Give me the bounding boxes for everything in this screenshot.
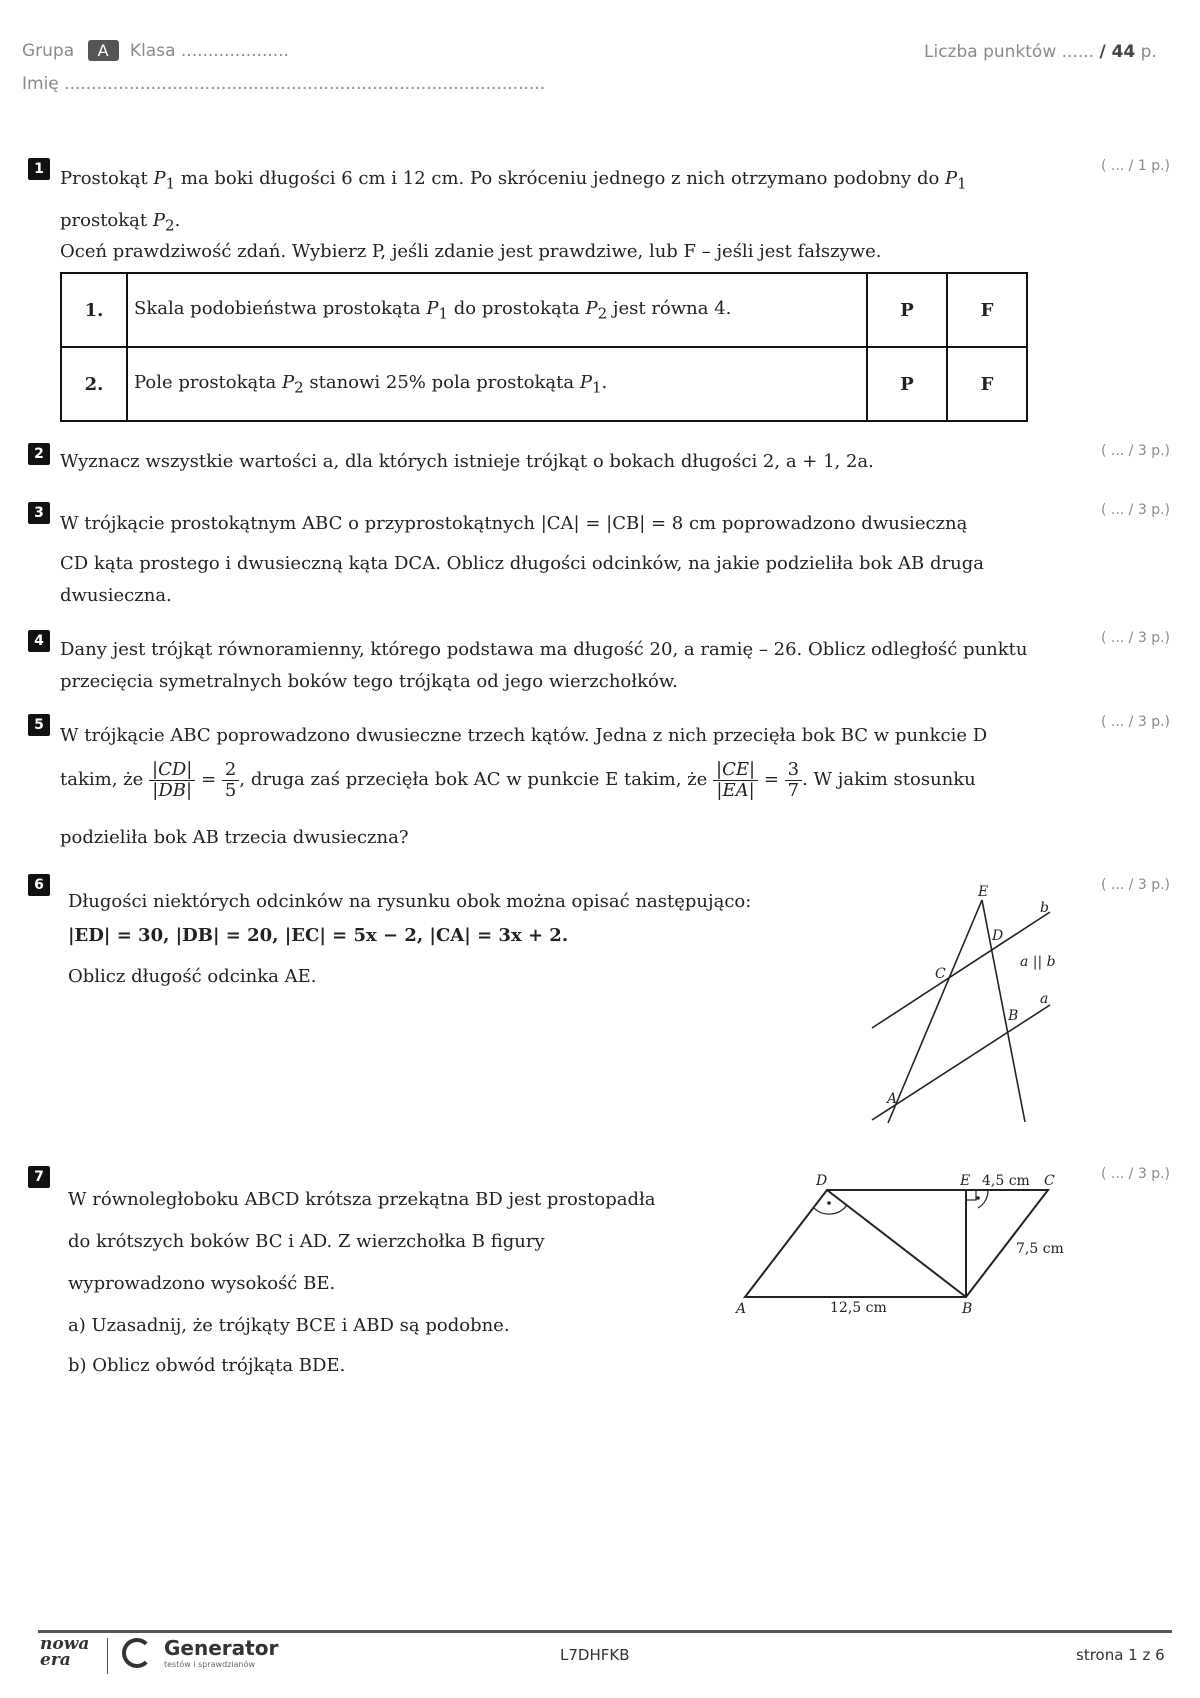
label-e: E [978, 884, 989, 900]
label-e: E [960, 1173, 971, 1189]
label-c: C [1044, 1173, 1055, 1189]
row-number: 2. [61, 347, 127, 421]
label-d: D [816, 1173, 828, 1189]
task3-line1: W trójkącie prostokątnym ABC o przyprostokątnych |CA| = |CB| = 8 cm poprowadzono dwusieczną [60, 513, 968, 534]
task7-line2: do krótszych boków BC i AD. Z wierzchołka B figury [68, 1231, 545, 1252]
task-number-3: 3 [28, 502, 50, 524]
logo-divider [107, 1638, 108, 1674]
option-f-2[interactable]: F [947, 347, 1027, 421]
task6-figure [860, 880, 1070, 1130]
row-number: 1. [61, 273, 127, 347]
task6-line1: Długości niektórych odcinków na rysunku obok można opisać następująco: [68, 891, 752, 912]
task-number-2: 2 [28, 443, 50, 465]
label-b-point: B [1008, 1008, 1019, 1024]
points-unit: p. [1140, 42, 1157, 62]
name-field: Imię ......................................................................................... [22, 74, 546, 94]
segment-ea [888, 900, 982, 1123]
label-bc-length: 7,5 cm [1016, 1241, 1064, 1257]
task1-line2: prostokąt $P_2$. [60, 210, 181, 235]
label-parallel: a || b [1020, 954, 1056, 970]
task7-line3: wyprowadzono wysokość BE. [68, 1273, 336, 1294]
fraction-cd-db: $\frac{|CD|}{|DB|}$ [149, 760, 195, 801]
task-points-4: ( ... / 3 p.) [1100, 630, 1170, 646]
task-points-3: ( ... / 3 p.) [1100, 502, 1170, 518]
task-points-5: ( ... / 3 p.) [1100, 714, 1170, 730]
angle-dot-d [827, 1201, 831, 1205]
diagonal-bd [827, 1190, 966, 1297]
table-row [61, 273, 1027, 347]
task3-line3: dwusieczna. [60, 585, 172, 606]
fraction-3-7: $\frac{3}{7}$ [785, 760, 802, 801]
header-group-row [22, 40, 289, 61]
task7-figure [730, 1165, 1080, 1315]
angle-arc-e [978, 1190, 988, 1208]
label-a: A [736, 1301, 747, 1315]
task7-line5: b) Oblicz obwód trójkąta BDE. [68, 1355, 346, 1376]
task6-line2: |ED| = 30, |DB| = 20, |EC| = 5x − 2, |CA| = 3x + 2. [68, 925, 569, 946]
task5-line1: W trójkącie ABC poprowadzono dwusieczne trzech kątów. Jedna z nich przecięła bok BC w punkcie D [60, 725, 988, 746]
statement-2: Pole prostokąta $P_2$ stanowi 25% pola prostokąta $P_1$. [127, 347, 867, 421]
task6-line3: Oblicz długość odcinka AE. [68, 966, 317, 987]
option-p-2[interactable]: P [867, 347, 947, 421]
task3-line2: CD kąta prostego i dwusieczną kąta DCA. Oblicz długości odcinków, na jakie podzieliła bok AB druga [60, 553, 984, 574]
task1-instruction: Oceń prawdziwość zdań. Wybierz P, jeśli zdanie jest prawdziwe, lub F – jeśli jest fałszywe. [60, 241, 882, 262]
task7-line1: W równoległoboku ABCD krótsza przekątna BD jest prostopadła [68, 1189, 656, 1210]
label-line-b: b [1040, 900, 1049, 916]
footer-divider [38, 1630, 1172, 1633]
page-number: strona 1 z 6 [1076, 1646, 1165, 1664]
generator-subtitle: testów i sprawdzianów [164, 1660, 255, 1669]
task-number-7: 7 [28, 1166, 50, 1188]
task-points-2: ( ... / 3 p.) [1100, 443, 1170, 459]
task-points-6: ( ... / 3 p.) [1100, 877, 1170, 893]
task4-line1: Dany jest trójkąt równoramienny, którego podstawa ma długość 20, a ramię – 26. Oblicz odległość punktu [60, 639, 1028, 660]
generator-logo-icon [122, 1638, 152, 1668]
label-d: D [992, 928, 1004, 944]
line-a [872, 1005, 1050, 1120]
fraction-ce-ea: $\frac{|CE|}{|EA|}$ [713, 760, 758, 801]
label-a-point: A [887, 1091, 898, 1107]
task-number-6: 6 [28, 874, 50, 896]
label-line-a: a [1040, 991, 1049, 1007]
nowa-era-logo: nowa era [40, 1634, 90, 1670]
generator-title: Generator [164, 1636, 279, 1660]
task-points-1: ( ... / 1 p.) [1100, 158, 1170, 174]
option-p-1[interactable]: P [867, 273, 947, 347]
true-false-table [60, 272, 1028, 422]
task5-line3: podzieliła bok AB trzecia dwusieczna? [60, 827, 409, 848]
group-badge: A [88, 40, 119, 61]
points-summary [924, 42, 1157, 62]
points-total: / 44 [1099, 42, 1136, 62]
line-b [872, 912, 1050, 1028]
task7-line4: a) Uzasadnij, że trójkąty BCE i ABD są podobne. [68, 1315, 510, 1336]
task-number-5: 5 [28, 714, 50, 736]
table-row [61, 347, 1027, 421]
option-f-1[interactable]: F [947, 273, 1027, 347]
label-ab-length: 12,5 cm [830, 1300, 887, 1315]
label-c: C [935, 966, 946, 982]
statement-1: Skala podobieństwa prostokąta $P_1$ do prostokąta $P_2$ jest równa 4. [127, 273, 867, 347]
task5-line2: takim, że $\frac{|CD|}{|DB|}$ = $\frac{2}{5}$ , druga zaś przecięła bok AC w punkcie E takim, że $\frac{|CE|}{|EA|}$ = $\frac{3}{7}$ . W jakim stosunku [60, 758, 976, 801]
task4-line2: przecięcia symetralnych boków tego trójkąta od jego wierzchołków. [60, 671, 678, 692]
document-code: L7DHFKB [560, 1646, 630, 1664]
label-ec-length: 4,5 cm [982, 1173, 1030, 1189]
angle-arc-d [813, 1205, 847, 1214]
points-label: Liczba punktów ...... [924, 42, 1095, 62]
task2-text: Wyznacz wszystkie wartości a, dla których istnieje trójkąt o bokach długości 2, a + 1, 2a. [60, 451, 874, 472]
class-label: Klasa .................... [129, 41, 289, 61]
right-angle-mark [966, 1190, 976, 1200]
task-number-1: 1 [28, 158, 50, 180]
label-b: B [962, 1301, 973, 1315]
group-label: Grupa [22, 41, 75, 61]
task-points-7: ( ... / 3 p.) [1100, 1166, 1170, 1182]
fraction-2-5: $\frac{2}{5}$ [222, 760, 239, 801]
task1-line1: Prostokąt $P_1$ ma boki długości 6 cm i 12 cm. Po skróceniu jednego z nich otrzymano podobny do $P_1$ [60, 168, 967, 193]
task-number-4: 4 [28, 630, 50, 652]
angle-dot-e [976, 1196, 980, 1200]
